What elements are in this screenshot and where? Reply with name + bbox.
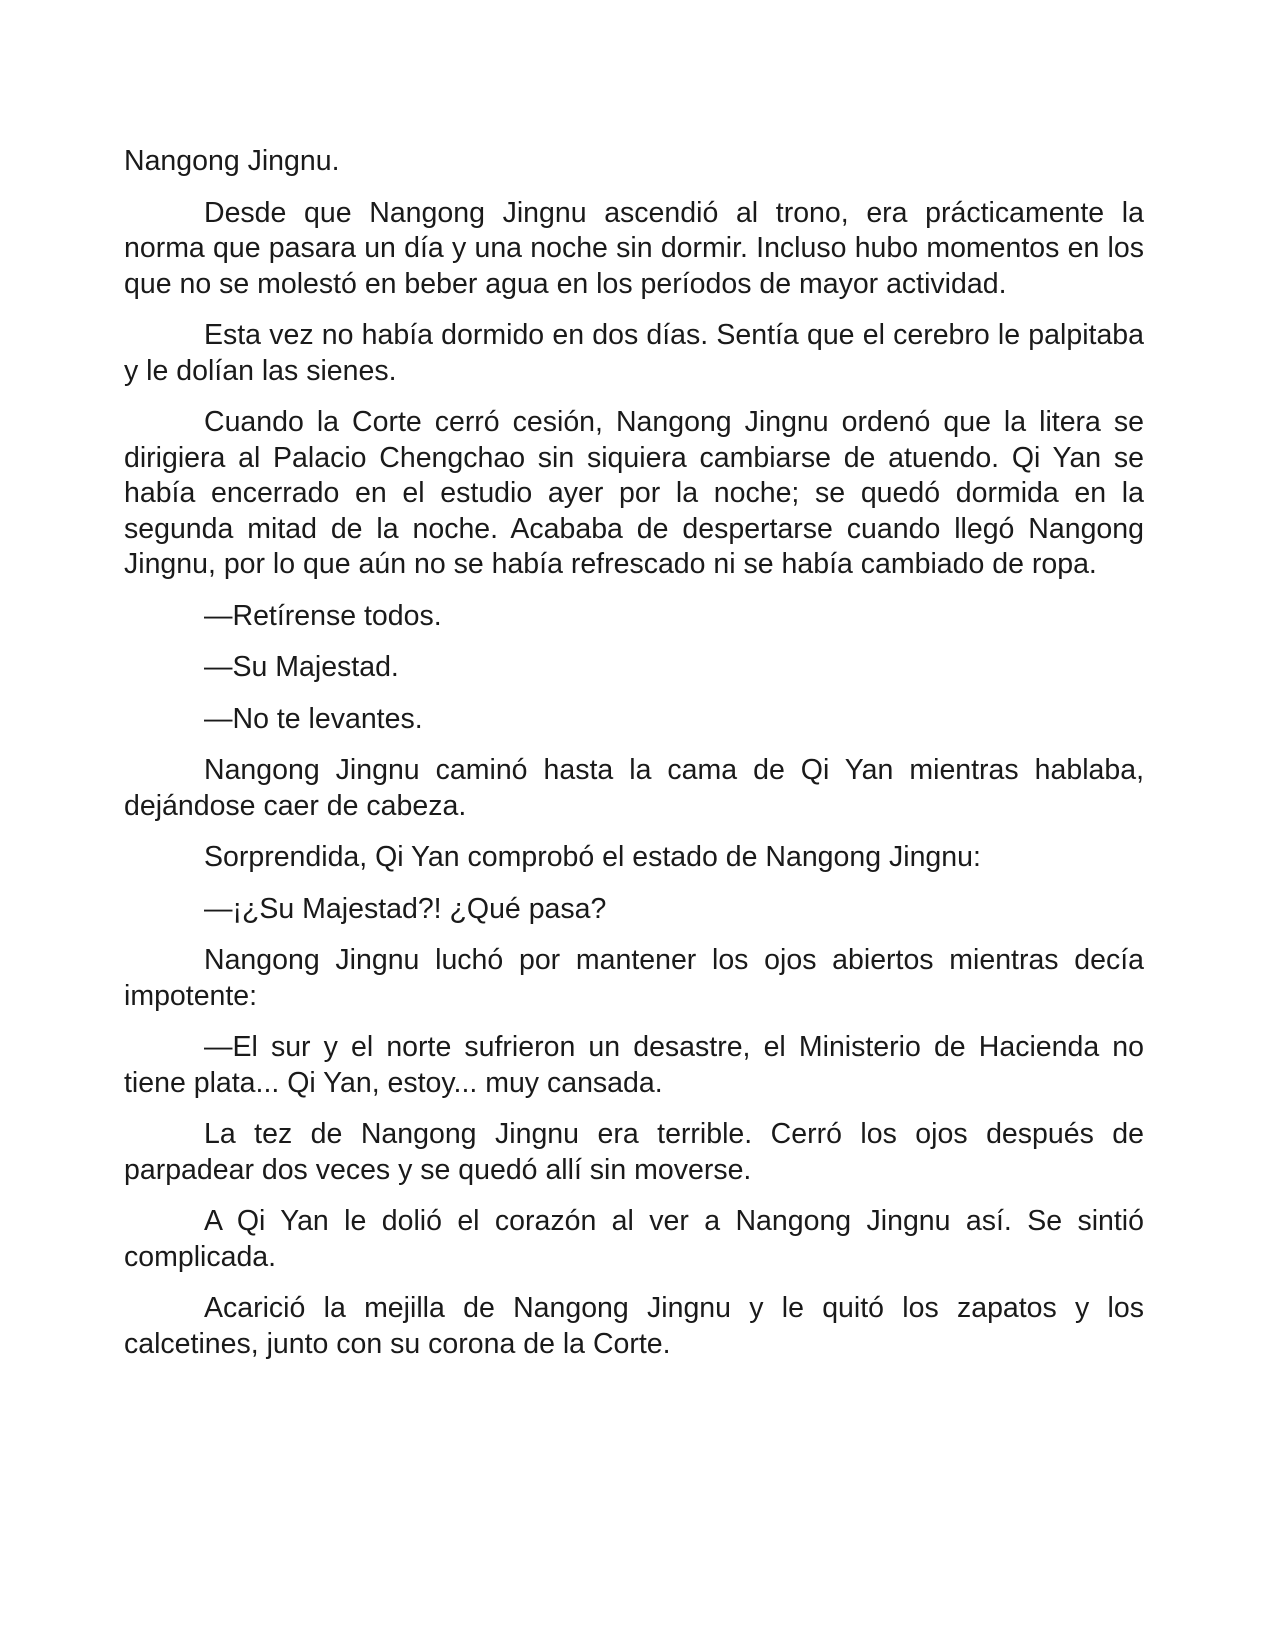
paragraph-1: Nangong Jingnu. (124, 145, 340, 177)
paragraph-11: Nangong Jingnu luchó por mantener los ojos abiertos mientras decía impotente: (124, 944, 1144, 1012)
paragraph-13: La tez de Nangong Jingnu era terrible. Cerró los ojos después de parpadear dos veces y se quedó allí sin moverse. (124, 1118, 1144, 1186)
dialogue-line-2: —Su Majestad. (204, 651, 399, 683)
dialogue-line-5: —El sur y el norte sufrieron un desastre, el Ministerio de Hacienda no tiene plata... Qi Yan, estoy... muy cansada. (124, 1031, 1144, 1099)
paragraph-2: Desde que Nangong Jingnu ascendió al trono, era prácticamente la norma que pasara un día y una noche sin dormir. Incluso hubo momentos en los que no se molestó en beber agua en los períodos de mayor actividad. (124, 196, 1144, 300)
paragraph-4: Cuando la Corte cerró cesión, Nangong Jingnu ordenó que la litera se dirigiera al Palacio Chengchao sin siquiera cambiarse de atuendo. Qi Yan se había encerrado en el estudio ayer por la noche; se quedó dormida en la segunda mitad de la noche. Acababa de despertarse cuando llegó Nangong Jingnu, por lo que aún no se había refrescado ni se había cambiado de ropa. (124, 406, 1144, 580)
paragraph-9: Sorprendida, Qi Yan comprobó el estado de Nangong Jingnu: (204, 841, 981, 873)
paragraph-3: Esta vez no había dormido en dos días. Sentía que el cerebro le palpitaba y le dolían las sienes. (124, 319, 1144, 387)
paragraph-15: Acarició la mejilla de Nangong Jingnu y le quitó los zapatos y los calcetines, junto con su corona de la Corte. (124, 1292, 1144, 1360)
body-text (124, 144, 1144, 1378)
paragraph-8: Nangong Jingnu caminó hasta la cama de Qi Yan mientras hablaba, dejándose caer de cabeza. (124, 754, 1144, 822)
dialogue-line-1: —Retírense todos. (204, 599, 442, 632)
dialogue-line-3: —No te levantes. (204, 702, 423, 735)
dialogue-line-4: —¡¿Su Majestad?! ¿Qué pasa? (204, 892, 607, 925)
paragraph-14: A Qi Yan le dolió el corazón al ver a Nangong Jingnu así. Se sintió complicada. (124, 1205, 1144, 1273)
